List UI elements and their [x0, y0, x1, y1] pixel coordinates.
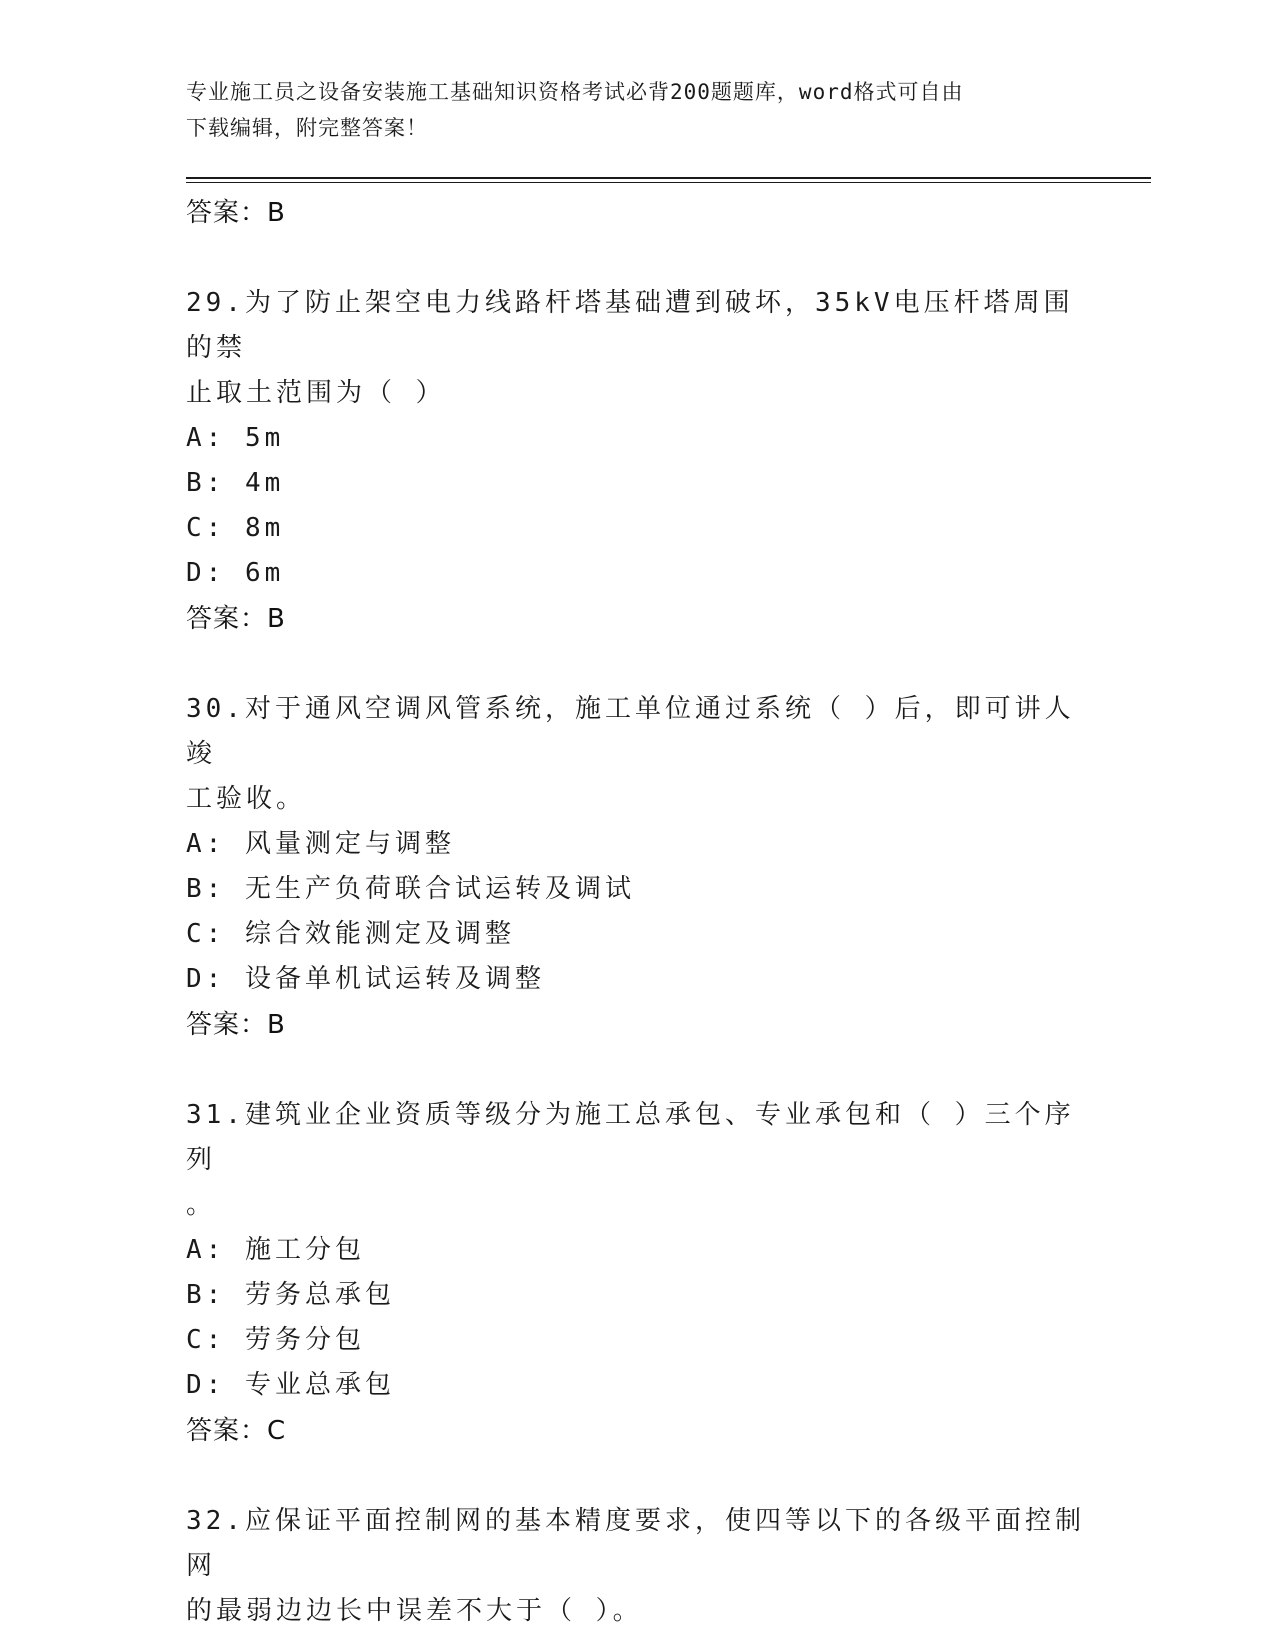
document-header: [186, 74, 1076, 146]
question-list: [186, 190, 1086, 1634]
header-divider-thick: [186, 177, 1151, 179]
option-c: C: 8m: [186, 513, 285, 543]
option-b: B: 无生产负荷联合试运转及调试: [186, 874, 635, 904]
question-stem-continued: 的最弱边边长中误差不大于（ ）。: [186, 1596, 643, 1626]
option-a: A: 施工分包: [186, 1235, 365, 1265]
answer-line: 答案：B: [186, 604, 286, 634]
option-c: C: 劳务分包: [186, 1325, 365, 1355]
question-stem-continued: 止取土范围为（ ）: [186, 378, 446, 408]
answer-line: 答案：B: [186, 1010, 286, 1040]
question-stem: 30.对于通风空调风管系统，施工单位通过系统（ ）后，即可讲人竣: [186, 694, 1075, 769]
question-30: [186, 687, 1086, 1048]
option-a: A: 5m: [186, 423, 285, 453]
header-line-1: 专业施工员之设备安装施工基础知识资格考试必背200题题库，word格式可自由: [186, 80, 964, 104]
option-b: B: 4m: [186, 468, 285, 498]
option-b: B: 劳务总承包: [186, 1280, 395, 1310]
question-stem: 31.建筑业企业资质等级分为施工总承包、专业承包和（ ）三个序列: [186, 1100, 1075, 1175]
option-a: A: 风量测定与调整: [186, 829, 455, 859]
question-stem: 32.应保证平面控制网的基本精度要求，使四等以下的各级平面控制网: [186, 1506, 1085, 1581]
question-stem: 29.为了防止架空电力线路杆塔基础遭到破坏，35kV电压杆塔周围的禁: [186, 288, 1074, 363]
question-31: [186, 1093, 1086, 1454]
question-stem-continued: 。: [186, 1190, 217, 1220]
answer-line: 答案：B: [186, 198, 286, 228]
option-d: D: 设备单机试运转及调整: [186, 964, 545, 994]
question-32: [186, 1499, 1086, 1634]
question-stem-continued: 工验收。: [186, 784, 307, 814]
question-29: [186, 281, 1086, 642]
option-c: C: 综合效能测定及调整: [186, 919, 515, 949]
option-d: D: 专业总承包: [186, 1370, 395, 1400]
option-d: D: 6m: [186, 558, 285, 588]
header-divider-thin: [186, 182, 1151, 183]
answer-line: 答案：C: [186, 1416, 287, 1446]
header-line-2: 下载编辑，附完整答案！: [186, 116, 428, 140]
